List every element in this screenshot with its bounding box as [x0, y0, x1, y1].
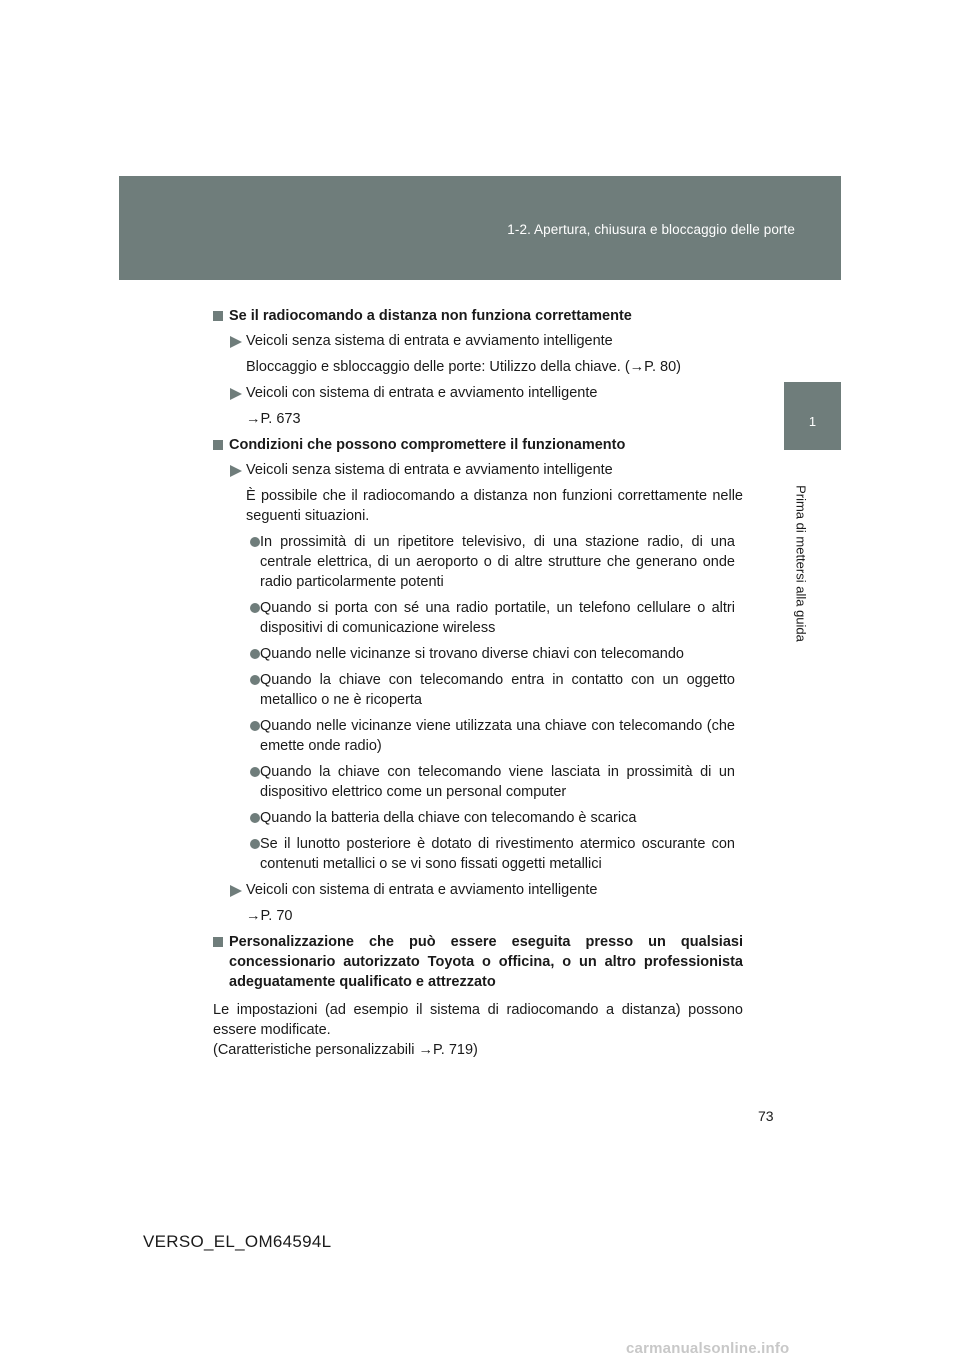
circle-bullet-icon	[250, 767, 260, 777]
section-heading-text: Se il radiocomando a distanza non funziona correttamente	[229, 308, 632, 324]
list-item-text: Quando si porta con sé una radio portatile, un telefono cellulare o altri dispositivi di comunicazione wireless	[260, 600, 735, 636]
square-bullet-icon	[213, 311, 223, 321]
section-heading	[213, 435, 743, 455]
header-section-title: 1-2. Apertura, chiusura e bloccaggio delle porte	[507, 222, 795, 237]
page-number: 73	[758, 1108, 774, 1124]
list-item	[213, 762, 743, 802]
subheading-text: Veicoli senza sistema di entrata e avviamento intelligente	[246, 333, 613, 349]
circle-bullet-icon	[250, 537, 260, 547]
chapter-number: 1	[808, 414, 817, 429]
list-item	[213, 670, 743, 710]
section-heading-text: Condizioni che possono compromettere il funzionamento	[229, 437, 626, 453]
page-content	[213, 306, 743, 1060]
subheading	[213, 331, 743, 351]
square-bullet-icon	[213, 440, 223, 450]
document-code: VERSO_EL_OM64594L	[143, 1232, 332, 1251]
section-heading	[213, 306, 743, 326]
list-item	[213, 644, 743, 664]
list-item-text: Quando la batteria della chiave con telecomando è scarica	[260, 810, 637, 826]
triangle-bullet-icon	[230, 885, 242, 897]
paragraph: Bloccaggio e sbloccaggio delle porte: Utilizzo della chiave. (→P. 80)	[246, 359, 681, 375]
triangle-bullet-icon	[230, 465, 242, 477]
watermark: carmanualsonline.info	[626, 1340, 790, 1357]
circle-bullet-icon	[250, 721, 260, 731]
page-reference: →P. 70	[246, 908, 293, 924]
list-item	[213, 808, 743, 828]
header-band	[119, 176, 841, 280]
paragraph: Le impostazioni (ad esempio il sistema di radiocomando a distanza) possono essere modificate.	[213, 1002, 743, 1038]
square-bullet-icon	[213, 937, 223, 947]
subheading	[213, 880, 743, 900]
chapter-label: Prima di mettersi alla guida	[793, 485, 809, 642]
subheading-text: Veicoli con sistema di entrata e avviamento intelligente	[246, 882, 598, 898]
section-heading-text: Personalizzazione che può essere eseguita presso un qualsiasi concessionario autorizzato Toyota o officina, o un altro professionista adeguatamente qualificato e attrezzato	[229, 934, 743, 990]
list-item-text: Quando nelle vicinanze si trovano diverse chiavi con telecomando	[260, 646, 684, 662]
list-item-text: Quando la chiave con telecomando entra in contatto con un oggetto metallico o ne è ricoperta	[260, 672, 735, 708]
circle-bullet-icon	[250, 649, 260, 659]
circle-bullet-icon	[250, 675, 260, 685]
list-item	[213, 598, 743, 638]
page-reference: →P. 673	[246, 411, 301, 427]
list-item	[213, 834, 743, 874]
subheading-text: Veicoli senza sistema di entrata e avviamento intelligente	[246, 462, 613, 478]
triangle-bullet-icon	[230, 388, 242, 400]
circle-bullet-icon	[250, 839, 260, 849]
list-item	[213, 716, 743, 756]
list-item	[213, 532, 743, 592]
subheading	[213, 460, 743, 480]
triangle-bullet-icon	[230, 336, 242, 348]
page-reference: (Caratteristiche personalizzabili →P. 719)	[213, 1042, 478, 1058]
paragraph: È possibile che il radiocomando a distanza non funzioni correttamente nelle seguenti situazioni.	[246, 488, 743, 524]
chapter-tab	[784, 382, 841, 450]
circle-bullet-icon	[250, 813, 260, 823]
list-item-text: Se il lunotto posteriore è dotato di rivestimento atermico oscurante con contenuti metallici o se vi sono fissati oggetti metallici	[260, 836, 735, 872]
subheading-text: Veicoli con sistema di entrata e avviamento intelligente	[246, 385, 598, 401]
section-heading	[213, 932, 743, 992]
list-item-text: Quando la chiave con telecomando viene lasciata in prossimità di un dispositivo elettrico come un personal computer	[260, 764, 735, 800]
list-item-text: Quando nelle vicinanze viene utilizzata una chiave con telecomando (che emette onde radio)	[260, 718, 735, 754]
list-item-text: In prossimità di un ripetitore televisivo, di una stazione radio, di una centrale elettrica, di un aeroporto o di altre strutture che generano onde radio particolarmente potenti	[260, 534, 735, 590]
subheading	[213, 383, 743, 403]
circle-bullet-icon	[250, 603, 260, 613]
